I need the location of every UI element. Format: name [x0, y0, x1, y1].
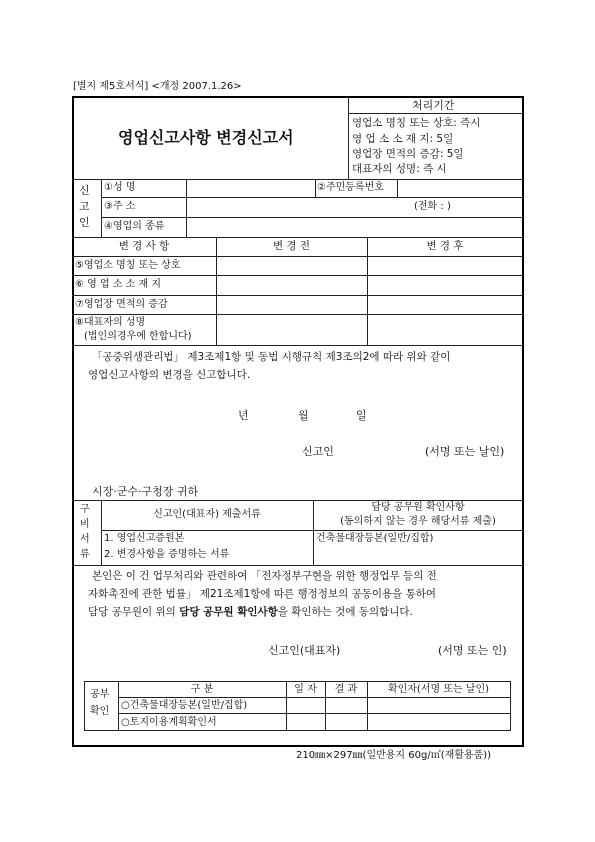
- verification-right: [510, 681, 511, 730]
- consent-signer: 신고인(대표자): [268, 644, 341, 657]
- consent-text: 을 확인하는 것에 동의합니다.: [277, 606, 413, 618]
- changes-row-label: ⑤영업소 명칭 또는 상호: [75, 260, 181, 271]
- title-bottom-line: [72, 179, 523, 180]
- applicant-row-line: [101, 197, 523, 198]
- applicant-row-line: [101, 217, 523, 218]
- changes-col-divider: [367, 237, 368, 345]
- document-title: 영업신고사항 변경신고서: [118, 128, 294, 147]
- applicant-label-divider: [186, 179, 187, 237]
- declaration-line: 영업신고사항의 변경을 신고합니다.: [88, 369, 251, 381]
- processing-line: 영 업 소 소 재 지: 5일: [352, 133, 454, 145]
- changes-header-after: 변 경 후: [426, 240, 464, 252]
- consent-line: 본인은 이 건 업무처리와 관련하여 「전자정부구현을 위한 행정업무 등의 전: [92, 570, 437, 582]
- address-label: ③주 소: [104, 201, 136, 212]
- consent-line: 자화촉진에 관한 법률」 제21조제1항에 따른 행정정보의 공동이용을 통하여: [88, 588, 437, 600]
- form-number: [별지 제5호서식] <개정 2007.1.26>: [73, 81, 242, 92]
- changes-row-line: [72, 256, 523, 257]
- consent-line: [88, 607, 413, 618]
- applicant-bottom-line: [72, 237, 523, 238]
- verification-header-category: 구 분: [190, 684, 214, 695]
- processing-heading-line: [348, 113, 523, 114]
- changes-row-line: [72, 314, 523, 315]
- changes-row-note: (법인의경우에 한합니다): [84, 331, 192, 342]
- processing-divider: [348, 97, 349, 179]
- business-type-label: ④영업의 종류: [104, 221, 165, 232]
- documents-right-item: 건축물대장등본(일반/집합): [316, 533, 434, 544]
- documents-left-item: 1. 영업신고증원본: [104, 533, 185, 544]
- verification-top: [84, 681, 511, 682]
- date-day: 일: [356, 409, 367, 422]
- processing-line: 대표자의 성명: 즉 시: [352, 163, 447, 175]
- documents-side-label: 류: [80, 549, 90, 560]
- declaration-bottom-line: [72, 500, 523, 501]
- changes-row-label: ⑧대표자의 성명: [75, 317, 146, 328]
- applicant-side-label: 신: [79, 184, 90, 197]
- applicant-side-divider: [101, 179, 102, 237]
- verification-header-result: 결 과: [334, 684, 358, 695]
- documents-bottom-line: [72, 565, 523, 566]
- consent-emphasis: 담당 공무원 확인사항: [179, 606, 278, 618]
- changes-row-line: [72, 275, 523, 276]
- frame-right: [522, 96, 524, 747]
- reg-divider-a: [315, 179, 316, 197]
- changes-bottom-line: [72, 345, 523, 346]
- paper-spec: 210㎜×297㎜(일반용지 60g/㎡(재활용품)): [296, 750, 492, 761]
- consent-sign-note: (서명 또는 인): [438, 644, 507, 657]
- phone-label: (전화 : ): [414, 201, 451, 212]
- documents-right-header: 담당 공무원 확인사항: [371, 502, 465, 513]
- reg-divider-b: [397, 179, 398, 197]
- verification-header-verifier: 확인자(서명 또는 날인): [387, 684, 490, 695]
- documents-header-line: [101, 530, 523, 531]
- verification-bottom: [84, 730, 511, 731]
- declaration-line: 「공중위생관리법」 제3조제1항 및 동법 시행규칙 제3조의2에 따라 위와 같이: [92, 351, 451, 363]
- name-label: ①성 명: [104, 182, 136, 193]
- date-month: 월: [298, 409, 309, 422]
- changes-row-label: ⑥ 영 업 소 소 재 지: [75, 279, 161, 290]
- verification-header-date: 일 자: [294, 684, 317, 695]
- verification-side-label: 공부: [90, 689, 110, 700]
- frame-top: [72, 96, 524, 98]
- verification-left: [84, 681, 85, 730]
- changes-header-before: 변 경 전: [272, 240, 311, 252]
- applicant-side-label: 인: [79, 216, 90, 229]
- changes-row-label: ⑦영업장 면적의 증감: [75, 299, 168, 310]
- documents-left-header: 신고인(대표자) 제출서류: [153, 509, 261, 520]
- documents-right-header-note: (동의하지 않는 경우 해당서류 제출): [340, 516, 496, 527]
- changes-header-item: 변 경 사 항: [118, 240, 170, 252]
- frame-bottom: [72, 745, 524, 747]
- verification-header-line: [118, 697, 511, 698]
- processing-heading: 처리기간: [412, 99, 455, 112]
- consent-text: 담당 공무원이 위의: [88, 606, 180, 618]
- frame-left: [72, 96, 74, 747]
- documents-side-label: 구: [80, 504, 90, 515]
- documents-side-label: 서: [80, 534, 90, 545]
- processing-line: 영업장 면적의 증감: 5일: [352, 148, 464, 160]
- reg-number-label: ②주민등록번호: [317, 182, 384, 193]
- declaration-sign-note: (서명 또는 날인): [425, 445, 505, 458]
- verification-item: ○건축물대장등본(일반/집합): [121, 700, 248, 711]
- verification-row-line: [118, 713, 511, 714]
- changes-col-divider: [216, 237, 217, 345]
- verification-item: ○토지이용계획확인서: [121, 717, 217, 728]
- documents-left-item: 2. 변경사항을 증명하는 서류: [104, 549, 230, 560]
- recipient: 시장·군수·구청장 귀하: [92, 485, 199, 498]
- processing-line: 영업소 명칭 또는 상호: 즉시: [352, 117, 481, 129]
- verification-side-label: 확인: [90, 706, 110, 717]
- changes-row-line: [72, 295, 523, 296]
- applicant-side-label: 고: [79, 200, 90, 213]
- date-year: 년: [238, 409, 249, 422]
- declaration-signer: 신고인: [302, 445, 334, 458]
- documents-side-label: 비: [80, 519, 90, 530]
